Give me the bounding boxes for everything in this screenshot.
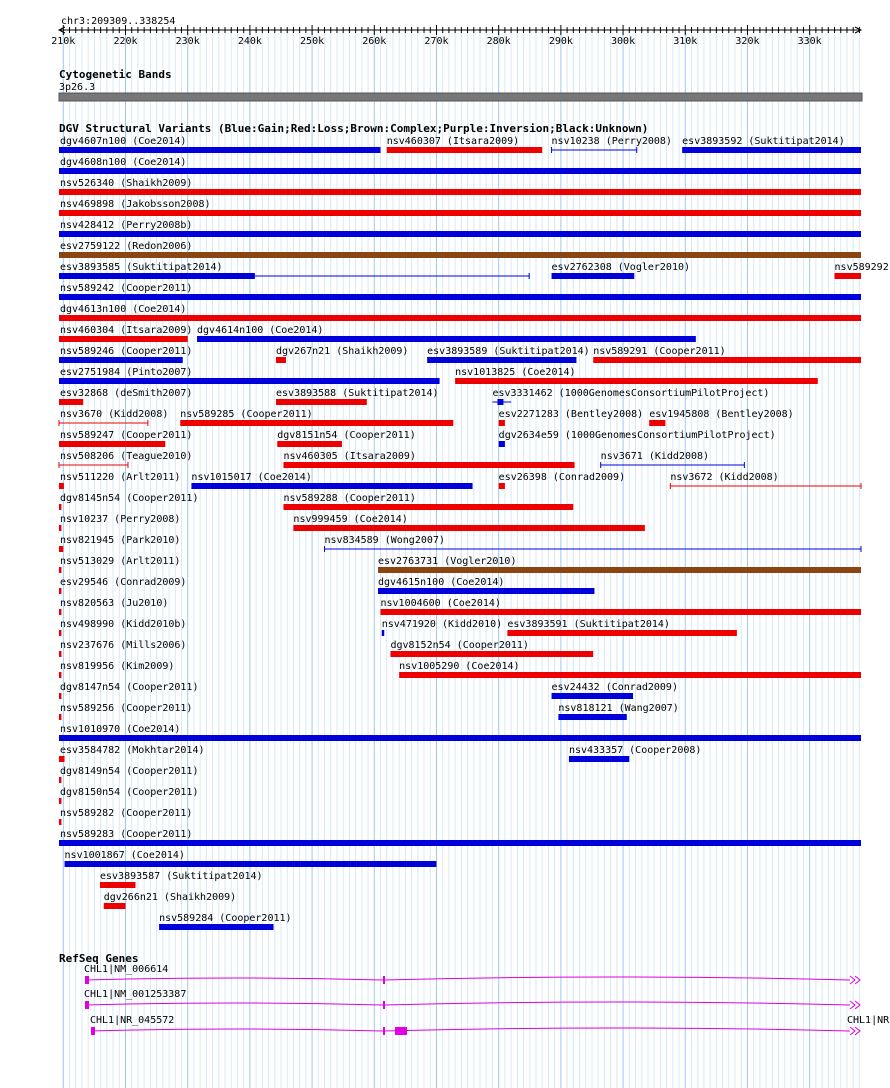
dgv-feature-label: nsv433357 (Cooper2008) [568, 745, 702, 756]
refseq-gene-label: CHL1|NR [847, 1015, 890, 1026]
refseq-exon[interactable] [85, 976, 89, 984]
refseq-exon[interactable] [383, 1001, 385, 1009]
dgv-feature-loss[interactable] [59, 210, 861, 216]
scale-tick-label: 300k [611, 36, 636, 47]
dgv-feature-label: nsv460307 (Itsara2009) [386, 136, 520, 147]
dgv-feature-label: nsv3670 (Kidd2008) [60, 409, 169, 420]
dgv-feature-label: nsv821945 (Park2010) [60, 535, 181, 546]
dgv-feature-label: nsv589242 (Cooper2011) [60, 283, 193, 294]
dgv-track-title: DGV Structural Variants (Blue:Gain;Red:Loss;Brown:Complex;Purple:Inversion;Black:Unknown) [59, 122, 649, 135]
dgv-feature-label: nsv10237 (Perry2008) [60, 514, 181, 525]
dgv-feature-loss[interactable] [283, 504, 573, 510]
dgv-feature-label: nsv10238 (Perry2008) [551, 136, 672, 147]
dgv-feature-label: nsv589285 (Cooper2011) [180, 409, 313, 420]
dgv-feature-label: esv32868 (deSmith2007) [60, 388, 193, 399]
strand-arrow-icon [850, 1027, 860, 1035]
dgv-feature-label: nsv513029 (Arlt2011) [60, 556, 181, 567]
region-label: chr3:209309..338254 [61, 16, 176, 27]
scale-tick-label: 250k [300, 36, 325, 47]
dgv-feature-loss[interactable] [59, 714, 61, 720]
dgv-feature-gain[interactable] [552, 273, 635, 279]
dgv-feature-label: dgv266n21 (Shaikh2009) [103, 892, 237, 903]
dgv-feature-loss[interactable] [399, 672, 861, 678]
dgv-feature-label: nsv508206 (Teague2010) [60, 451, 193, 462]
scale-tick-label: 320k [735, 36, 760, 47]
dgv-feature-label: dgv8150n54 (Cooper2011) [60, 787, 199, 798]
dgv-feature-label: nsv589282 (Cooper2011) [60, 808, 193, 819]
dgv-feature-loss[interactable] [507, 630, 737, 636]
dgv-feature-label: nsv589292 [834, 262, 889, 273]
dgv-feature-loss[interactable] [276, 357, 286, 363]
dgv-feature-label: dgv267n21 (Shaikh2009) [276, 346, 409, 357]
dgv-feature-label: nsv589288 (Cooper2011) [283, 493, 416, 504]
dgv-feature-label: dgv4607n100 (Coe2014) [60, 136, 187, 147]
dgv-feature-gain[interactable] [59, 735, 861, 741]
cytoband-3p26.3[interactable] [59, 93, 862, 101]
refseq-exon[interactable] [383, 976, 385, 984]
dgv-feature-loss[interactable] [390, 651, 593, 657]
dgv-feature-label: nsv589283 (Cooper2011) [60, 829, 193, 840]
dgv-feature-label: dgv8147n54 (Cooper2011) [60, 682, 199, 693]
refseq-exon[interactable] [85, 1001, 89, 1009]
dgv-feature-complex[interactable] [59, 252, 861, 258]
dgv-feature-label: esv3331462 (1000GenomesConsortiumPilotProject) [492, 388, 770, 399]
refseq-gene-label: CHL1|NR_045572 [90, 1015, 175, 1026]
dgv-feature-label: nsv820563 (Ju2010) [60, 598, 169, 609]
dgv-feature-loss[interactable] [59, 525, 61, 531]
dgv-feature-label: esv24432 (Conrad2009) [551, 682, 678, 693]
dgv-feature-loss[interactable] [455, 378, 818, 384]
dgv-feature-label: esv3893592 (Suktitipat2014) [682, 136, 845, 147]
dgv-feature-label: esv2759122 (Redon2006) [60, 241, 193, 252]
dgv-feature-loss[interactable] [499, 483, 505, 489]
dgv-feature-label: nsv511220 (Arlt2011) [60, 472, 181, 483]
dgv-feature-gain[interactable] [59, 294, 861, 300]
strand-arrow-icon [850, 976, 860, 984]
dgv-feature-label: esv3584782 (Mokhtar2014) [60, 745, 205, 756]
refseq-gene-label: CHL1|NM_006614 [84, 964, 169, 975]
dgv-feature-label: esv1945808 (Bentley2008) [649, 409, 794, 420]
dgv-feature-label: dgv4608n100 (Coe2014) [60, 157, 187, 168]
strand-arrow-icon [850, 1001, 860, 1009]
dgv-feature-label: esv3893589 (Suktitipat2014) [427, 346, 590, 357]
dgv-feature-loss[interactable] [59, 441, 165, 447]
dgv-feature-loss[interactable] [59, 588, 61, 594]
dgv-feature-label: esv2762308 (Vogler2010) [551, 262, 691, 273]
dgv-feature-gain[interactable] [191, 483, 472, 489]
refseq-track-title: RefSeq Genes [59, 952, 139, 965]
dgv-feature-loss[interactable] [59, 315, 861, 321]
dgv-feature-label: nsv471920 (Kidd2010) [381, 619, 503, 630]
dgv-feature-label: dgv2634e59 (1000GenomesConsortiumPilotProject) [498, 430, 776, 441]
dgv-feature-label: dgv4613n100 (Coe2014) [60, 304, 187, 315]
scale-tick-label: 230k [175, 36, 200, 47]
refseq-gene-label: CHL1|NM_001253387 [84, 989, 187, 1000]
dgv-feature-loss[interactable] [59, 567, 61, 573]
dgv-feature-label: nsv3672 (Kidd2008) [670, 472, 779, 483]
dgv-feature-label: esv3893588 (Suktitipat2014) [276, 388, 439, 399]
dgv-feature-label: nsv526340 (Shaikh2009) [60, 178, 193, 189]
dgv-feature-loss[interactable] [593, 357, 861, 363]
dgv-feature-label: nsv1001867 (Coe2014) [64, 850, 185, 861]
refseq-exon[interactable] [383, 1027, 385, 1035]
dgv-feature-gain[interactable] [59, 168, 861, 174]
dgv-feature-label: nsv999459 (Coe2014) [293, 514, 408, 525]
cytoband-track-title: Cytogenetic Bands [59, 68, 172, 81]
dgv-feature-label: nsv428412 (Perry2008b) [60, 220, 193, 231]
dgv-feature-loss[interactable] [100, 882, 135, 888]
scale-tick-label: 310k [673, 36, 698, 47]
dgv-feature-label: nsv1013825 (Coe2014) [455, 367, 576, 378]
dgv-feature-label: nsv589247 (Cooper2011) [60, 430, 193, 441]
scale-tick-label: 290k [548, 36, 573, 47]
dgv-feature-loss[interactable] [59, 630, 61, 636]
dgv-feature-gain[interactable] [378, 588, 594, 594]
dgv-feature-loss[interactable] [293, 525, 644, 531]
dgv-feature-gain[interactable] [59, 378, 440, 384]
refseq-exon[interactable] [91, 1027, 95, 1035]
dgv-feature-gain[interactable] [59, 231, 861, 237]
dgv-feature-block [497, 399, 503, 405]
dgv-feature-label: nsv460304 (Itsara2009) [60, 325, 193, 336]
dgv-feature-gain[interactable] [59, 357, 183, 363]
scale-tick-label: 330k [797, 36, 822, 47]
dgv-feature-loss[interactable] [59, 798, 61, 804]
dgv-feature-loss[interactable] [387, 147, 542, 153]
dgv-feature-label: esv29546 (Conrad2009) [60, 577, 187, 588]
dgv-feature-label: esv26398 (Conrad2009) [498, 472, 626, 483]
dgv-feature-label: nsv460305 (Itsara2009) [283, 451, 416, 462]
dgv-feature-label: nsv237676 (Mills2006) [60, 640, 187, 651]
refseq-intron-line [91, 1028, 850, 1031]
dgv-feature-label: nsv1005290 (Coe2014) [399, 661, 520, 672]
dgv-feature-gain[interactable] [682, 147, 861, 153]
dgv-feature-gain[interactable] [569, 756, 629, 762]
dgv-feature-loss[interactable] [59, 651, 61, 657]
dgv-feature-loss[interactable] [59, 504, 61, 510]
dgv-feature-label: nsv498990 (Kidd2010b) [60, 619, 187, 630]
dgv-feature-gain[interactable] [427, 357, 576, 363]
dgv-feature-label: nsv469898 (Jakobsson2008) [60, 199, 211, 210]
dgv-feature-label: nsv589256 (Cooper2011) [60, 703, 193, 714]
dgv-feature-gain[interactable] [59, 147, 381, 153]
dgv-feature-loss[interactable] [59, 399, 83, 405]
dgv-feature-gain[interactable] [499, 441, 505, 447]
scale-tick-label: 220k [113, 36, 138, 47]
scale-tick-label: 240k [237, 36, 262, 47]
dgv-feature-loss[interactable] [649, 420, 665, 426]
dgv-feature-label: dgv8151n54 (Cooper2011) [277, 430, 416, 441]
dgv-feature-loss[interactable] [59, 693, 61, 699]
dgv-feature-label: dgv4615n100 (Coe2014) [378, 577, 505, 588]
dgv-feature-label: esv3893585 (Suktitipat2014) [60, 262, 223, 273]
cytoband-band-label: 3p26.3 [59, 82, 96, 93]
scale-tick-label: 210k [51, 36, 76, 47]
dgv-feature-label: nsv589284 (Cooper2011) [159, 913, 292, 924]
dgv-feature-label: nsv3671 (Kidd2008) [600, 451, 710, 462]
dgv-feature-gain[interactable] [59, 840, 861, 846]
dgv-feature-gain[interactable] [552, 693, 633, 699]
dgv-feature-loss[interactable] [104, 903, 126, 909]
dgv-feature-loss[interactable] [381, 609, 861, 615]
scale-tick-label: 260k [362, 36, 387, 47]
dgv-feature-label: esv3893587 (Suktitipat2014) [99, 871, 263, 882]
dgv-feature-label: nsv1010970 (Coe2014) [60, 724, 181, 735]
dgv-feature-gain[interactable] [197, 336, 696, 342]
dgv-feature-loss[interactable] [499, 420, 505, 426]
dgv-feature-loss[interactable] [180, 420, 453, 426]
dgv-feature-gain[interactable] [558, 714, 626, 720]
refseq-exon[interactable] [395, 1027, 407, 1035]
dgv-feature-loss[interactable] [283, 462, 574, 468]
dgv-feature-gain[interactable] [382, 630, 384, 636]
dgv-feature-label: dgv8149n54 (Cooper2011) [60, 766, 199, 777]
dgv-feature-loss[interactable] [59, 483, 64, 489]
scale-tick-label: 280k [486, 36, 511, 47]
dgv-feature-loss[interactable] [59, 546, 63, 552]
dgv-feature-label: nsv818121 (Wang2007) [558, 703, 679, 714]
dgv-feature-label: nsv819956 (Kim2009) [60, 661, 175, 672]
dgv-feature-label: dgv8152n54 (Cooper2011) [390, 640, 529, 651]
dgv-feature-loss[interactable] [277, 441, 342, 447]
dgv-feature-complex[interactable] [378, 567, 861, 573]
dgv-feature-gain[interactable] [59, 273, 255, 279]
dgv-feature-label: nsv589291 (Cooper2011) [593, 346, 726, 357]
dgv-feature-label: esv2271283 (Bentley2008) [498, 409, 644, 420]
dgv-feature-label: esv2763731 (Vogler2010) [378, 556, 517, 567]
dgv-feature-loss[interactable] [59, 756, 65, 762]
dgv-feature-loss[interactable] [835, 273, 861, 279]
dgv-feature-loss[interactable] [59, 336, 188, 342]
dgv-feature-label: dgv4614n100 (Coe2014) [197, 325, 324, 336]
dgv-feature-loss[interactable] [59, 819, 61, 825]
dgv-feature-label: nsv1004600 (Coe2014) [380, 598, 501, 609]
dgv-feature-label: esv2751984 (Pinto2007) [60, 367, 193, 378]
dgv-feature-label: nsv834589 (Wong2007) [324, 535, 445, 546]
dgv-feature-loss[interactable] [59, 189, 861, 195]
dgv-feature-label: nsv1015017 (Coe2014) [191, 472, 312, 483]
scale-tick-label: 270k [424, 36, 449, 47]
dgv-feature-loss[interactable] [276, 399, 367, 405]
dgv-feature-gain[interactable] [65, 861, 437, 867]
dgv-feature-loss[interactable] [59, 609, 61, 615]
dgv-feature-loss[interactable] [59, 777, 61, 783]
dgv-feature-label: esv3893591 (Suktitipat2014) [507, 619, 670, 630]
dgv-feature-gain[interactable] [159, 924, 273, 930]
dgv-feature-loss[interactable] [59, 672, 61, 678]
dgv-feature-label: dgv8145n54 (Cooper2011) [60, 493, 199, 504]
dgv-feature-label: nsv589246 (Cooper2011) [60, 346, 193, 357]
